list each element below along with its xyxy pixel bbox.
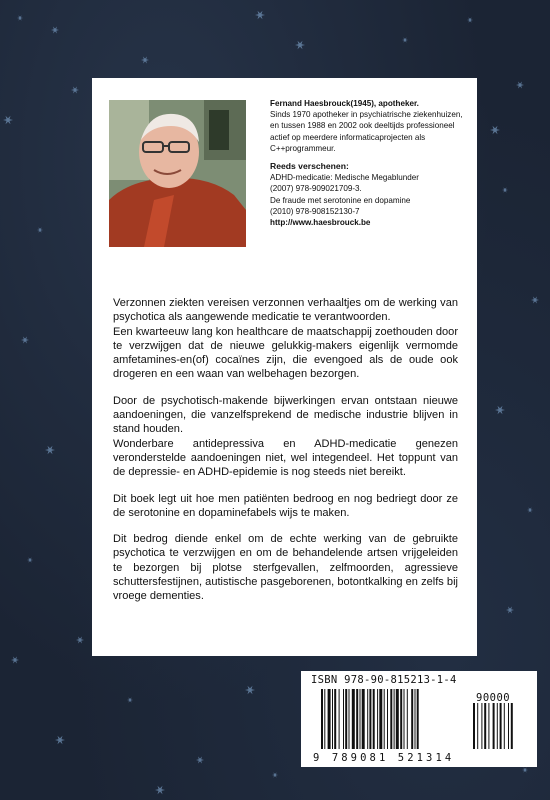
published-heading: Reeds verschenen:: [270, 161, 349, 172]
barcode-bar: [339, 689, 340, 749]
book-line: De fraude met serotonine en dopamine: [270, 195, 411, 205]
barcode-bar: [328, 689, 331, 749]
barcode-bar: [362, 689, 365, 749]
barcode-bar: [415, 689, 416, 749]
barcode-bar: [379, 689, 382, 749]
isbn-barcode: [301, 671, 537, 767]
author-website-link[interactable]: http://www.haesbrouck.be: [270, 218, 371, 228]
star-icon: [245, 686, 255, 695]
barcode-bar: [511, 703, 513, 749]
blurb-paragraph: Een kwarteeuw lang kon healthcare de maatschappij zoethouden door te verzwijgen dat de nieuwe gelukkig-makers eigenlijk vermomde amfetamines-en(of) cocaïnes zijn, die evengoed als de oude ook drogeren en een waan van welbehagen bezorgen.: [113, 325, 458, 381]
barcode-bar: [497, 703, 498, 749]
star-icon: [127, 697, 133, 702]
star-icon: [295, 41, 305, 50]
barcode-bar: [352, 689, 355, 749]
barcode-bar: [334, 689, 336, 749]
barcode-bar: [373, 689, 375, 749]
star-icon: [11, 657, 19, 664]
barcode-bar: [384, 689, 385, 749]
star-icon: [71, 87, 79, 94]
star-icon: [272, 772, 278, 777]
author-name: Fernand Haesbrouck: [270, 99, 351, 108]
star-icon: [76, 637, 84, 644]
barcode-bar: [407, 689, 408, 749]
barcode-bar: [377, 689, 378, 749]
star-icon: [531, 297, 539, 304]
book-line: (2010) 978-908152130-7: [270, 206, 360, 216]
barcode-bar: [387, 689, 388, 749]
author-name-suffix: (1945), apotheker.: [350, 99, 419, 108]
barcode-bar: [500, 703, 502, 749]
barcode-bar: [484, 703, 486, 749]
star-icon: [255, 11, 265, 20]
star-icon: [490, 126, 500, 135]
author-photo: [109, 100, 246, 247]
barcode-bar: [343, 689, 344, 749]
barcode-bar: [477, 703, 478, 749]
star-icon: [196, 757, 204, 764]
blurb-paragraph: Door de psychotisch-makende bijwerkingen ervan ontstaan nieuwe aandoeningen, die vanzelfsprekend de medische industrie blijven in stand houden.: [113, 394, 458, 436]
barcode-bar: [321, 689, 323, 749]
star-icon: [37, 227, 43, 232]
barcode-bar: [349, 689, 350, 749]
author-portrait-icon: [109, 100, 246, 247]
barcode-bar: [473, 703, 475, 749]
star-icon: [516, 82, 524, 89]
blurb-paragraph: Dit bedrog diende enkel om de echte werking van de gebruikte psychotica te verzwijgen en om de behandelende artsen vrijgeleiden te bezorgen bij plotse sterfgevallen, zelfmoorden, agressieve schuttersfestijnen, autistische pasgeborenen, botontkalking en zelfs bij vroege dementies.: [113, 533, 458, 603]
isbn-label: ISBN 978-90-815213-1-4: [311, 674, 457, 686]
author-bio: Sinds 1970 apotheker in psychiatrische ziekenhuizen, en tussen 1988 en 2002 ook deeltijds professioneel actief op meerdere informaticaprojecten als C++programmeur.: [270, 110, 463, 153]
barcode-bar: [369, 689, 371, 749]
barcode-bar: [367, 689, 368, 749]
barcode-bar: [411, 689, 413, 749]
star-icon: [522, 767, 528, 772]
book-line: (2007) 978-909021709-3.: [270, 184, 362, 194]
barcode-bar: [356, 689, 358, 749]
star-icon: [467, 17, 473, 22]
star-icon: [155, 786, 165, 795]
barcode-bar: [394, 689, 395, 749]
barcode-bar: [390, 689, 392, 749]
star-icon: [506, 607, 514, 614]
barcode-bar: [396, 689, 399, 749]
barcode-bar: [324, 689, 325, 749]
blurb-text: [113, 296, 458, 616]
star-icon: [141, 57, 149, 64]
star-icon: [27, 557, 33, 562]
star-icon: [495, 406, 505, 415]
star-icon: [17, 15, 23, 20]
star-icon: [3, 116, 13, 125]
blurb-paragraph: Wonderbare antidepressiva en ADHD-medicatie genezen veronderstelde aandoeningen niet, wel integendeel. Het toppunt van de depressie- en ADHD-epidemie is nog steeds niet bereikt.: [113, 437, 458, 479]
barcode-bar: [488, 703, 489, 749]
blurb-paragraph: Verzonnen ziekten vereisen verzonnen verhaaltjes om de werking van psychotica als aangewende medicatie te verantwoorden.: [113, 297, 458, 324]
blurb-paragraph: Dit boek legt uit hoe men patiënten bedroog en nog bedriegt door ze de serotonine en dopaminefabels wijs te maken.: [113, 492, 458, 519]
barcode-bar: [481, 703, 482, 749]
star-icon: [55, 736, 65, 745]
ean-number: 9 789081 521314: [313, 752, 455, 764]
star-icon: [45, 446, 55, 455]
barcode-bar: [332, 689, 333, 749]
barcode-bar: [404, 689, 405, 749]
barcode-bar: [508, 703, 509, 749]
star-icon: [402, 37, 408, 42]
barcode-addon-number: 90000: [476, 692, 511, 704]
book-line: ADHD-medicatie: Medische Megablunder: [270, 173, 419, 183]
star-icon: [502, 187, 508, 192]
barcode-bar: [345, 689, 347, 749]
barcode-bar: [504, 703, 505, 749]
barcode-bar: [417, 689, 419, 749]
back-cover-panel: [92, 78, 477, 656]
star-icon: [21, 337, 29, 344]
star-icon: [527, 507, 533, 512]
author-info: [270, 98, 470, 228]
barcode-bar: [493, 703, 495, 749]
barcode-bar: [400, 689, 402, 749]
star-icon: [51, 27, 59, 34]
barcode-bar: [360, 689, 361, 749]
